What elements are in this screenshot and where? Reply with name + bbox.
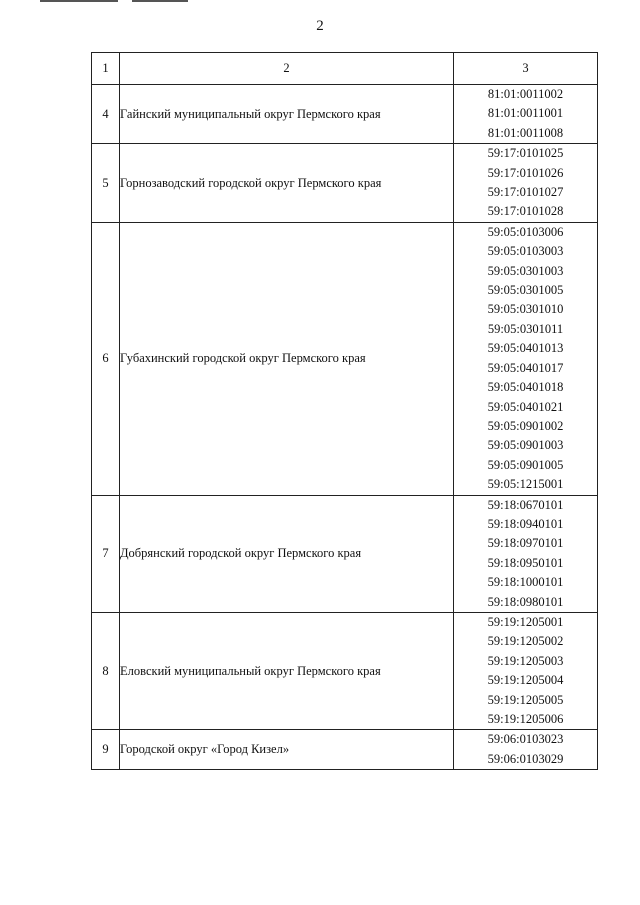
table-row: [92, 85, 598, 144]
cadastral-codes-cell: [454, 495, 598, 612]
cadastral-code: 59:19:1205006: [487, 712, 564, 726]
cadastral-code: 59:18:0940101: [487, 516, 564, 531]
cadastral-code: 59:05:0401018: [487, 380, 564, 395]
table-header-row: [92, 53, 598, 85]
cadastral-code: 59:05:1215001: [487, 477, 564, 492]
municipality-name: Добрянский городской округ Пермского края: [120, 495, 454, 612]
row-number: 5: [92, 144, 120, 223]
row-number: 7: [92, 495, 120, 612]
row-number: 9: [92, 730, 120, 770]
cadastral-codes-cell: [454, 730, 598, 770]
municipality-name: Губахинский городской округ Пермского края: [120, 222, 454, 495]
cadastral-code: 59:05:0401017: [487, 360, 564, 375]
cadastral-code: 59:18:0980101: [487, 594, 564, 609]
cadastral-code: 59:05:0401013: [487, 341, 564, 356]
cadastral-quarters-table: [91, 52, 598, 770]
cadastral-code: 81:01:0011002: [487, 87, 564, 101]
scan-artifact-marks: [40, 0, 190, 3]
cadastral-code: 59:05:0301011: [487, 321, 564, 336]
cadastral-code: 59:05:0301003: [487, 263, 564, 278]
cadastral-code: 81:01:0011008: [487, 125, 564, 140]
cadastral-code: 59:18:0970101: [487, 536, 564, 551]
cadastral-code: 59:19:1205002: [487, 634, 564, 649]
page-number: 2: [316, 18, 324, 34]
municipality-name: Горнозаводский городской округ Пермского края: [120, 144, 454, 223]
municipality-name: Еловский муниципальный округ Пермского края: [120, 612, 454, 729]
row-number: 6: [92, 222, 120, 495]
cadastral-code: 59:17:0101028: [487, 204, 564, 219]
row-number: 4: [92, 85, 120, 144]
column-header-municipality: 2: [120, 53, 454, 85]
cadastral-code: 59:18:0950101: [487, 555, 564, 570]
cadastral-code: 59:17:0101027: [487, 185, 564, 200]
cadastral-codes-cell: [454, 144, 598, 223]
table-row: [92, 144, 598, 223]
cadastral-code: 59:17:0101026: [487, 165, 564, 180]
municipality-name: Городской округ «Город Кизел»: [120, 730, 454, 770]
cadastral-code: 59:05:0401021: [487, 399, 564, 414]
cadastral-code: 59:17:0101025: [487, 146, 564, 161]
cadastral-code: 59:18:1000101: [487, 575, 564, 590]
column-header-cadastral-codes: 3: [454, 53, 598, 85]
table-row: [92, 730, 598, 770]
column-header-number: 1: [92, 53, 120, 85]
cadastral-code: 59:05:0901002: [487, 418, 564, 433]
cadastral-code: 59:05:0901005: [487, 457, 564, 472]
cadastral-code: 59:19:1205003: [487, 653, 564, 668]
cadastral-code: 59:05:0103003: [487, 244, 564, 259]
cadastral-code: 59:19:1205005: [487, 692, 564, 707]
cadastral-code: 59:06:0103029: [487, 751, 564, 766]
table-row: [92, 222, 598, 495]
cadastral-code: 81:01:0011001: [487, 106, 564, 121]
cadastral-code: 59:06:0103023: [487, 732, 564, 747]
cadastral-codes-cell: [454, 85, 598, 144]
table-row: [92, 495, 598, 612]
cadastral-codes-cell: [454, 612, 598, 729]
row-number: 8: [92, 612, 120, 729]
cadastral-code: 59:05:0901003: [487, 438, 564, 453]
table-body: [92, 85, 598, 770]
cadastral-codes-cell: [454, 222, 598, 495]
cadastral-code: 59:05:0301005: [487, 283, 564, 298]
cadastral-code: 59:19:1205001: [487, 614, 564, 629]
cadastral-code: 59:19:1205004: [487, 673, 564, 688]
cadastral-code: 59:05:0103006: [487, 224, 564, 239]
cadastral-code: 59:18:0670101: [487, 497, 564, 512]
table-row: [92, 612, 598, 729]
municipality-name: Гайнский муниципальный округ Пермского края: [120, 85, 454, 144]
cadastral-code: 59:05:0301010: [487, 302, 564, 317]
